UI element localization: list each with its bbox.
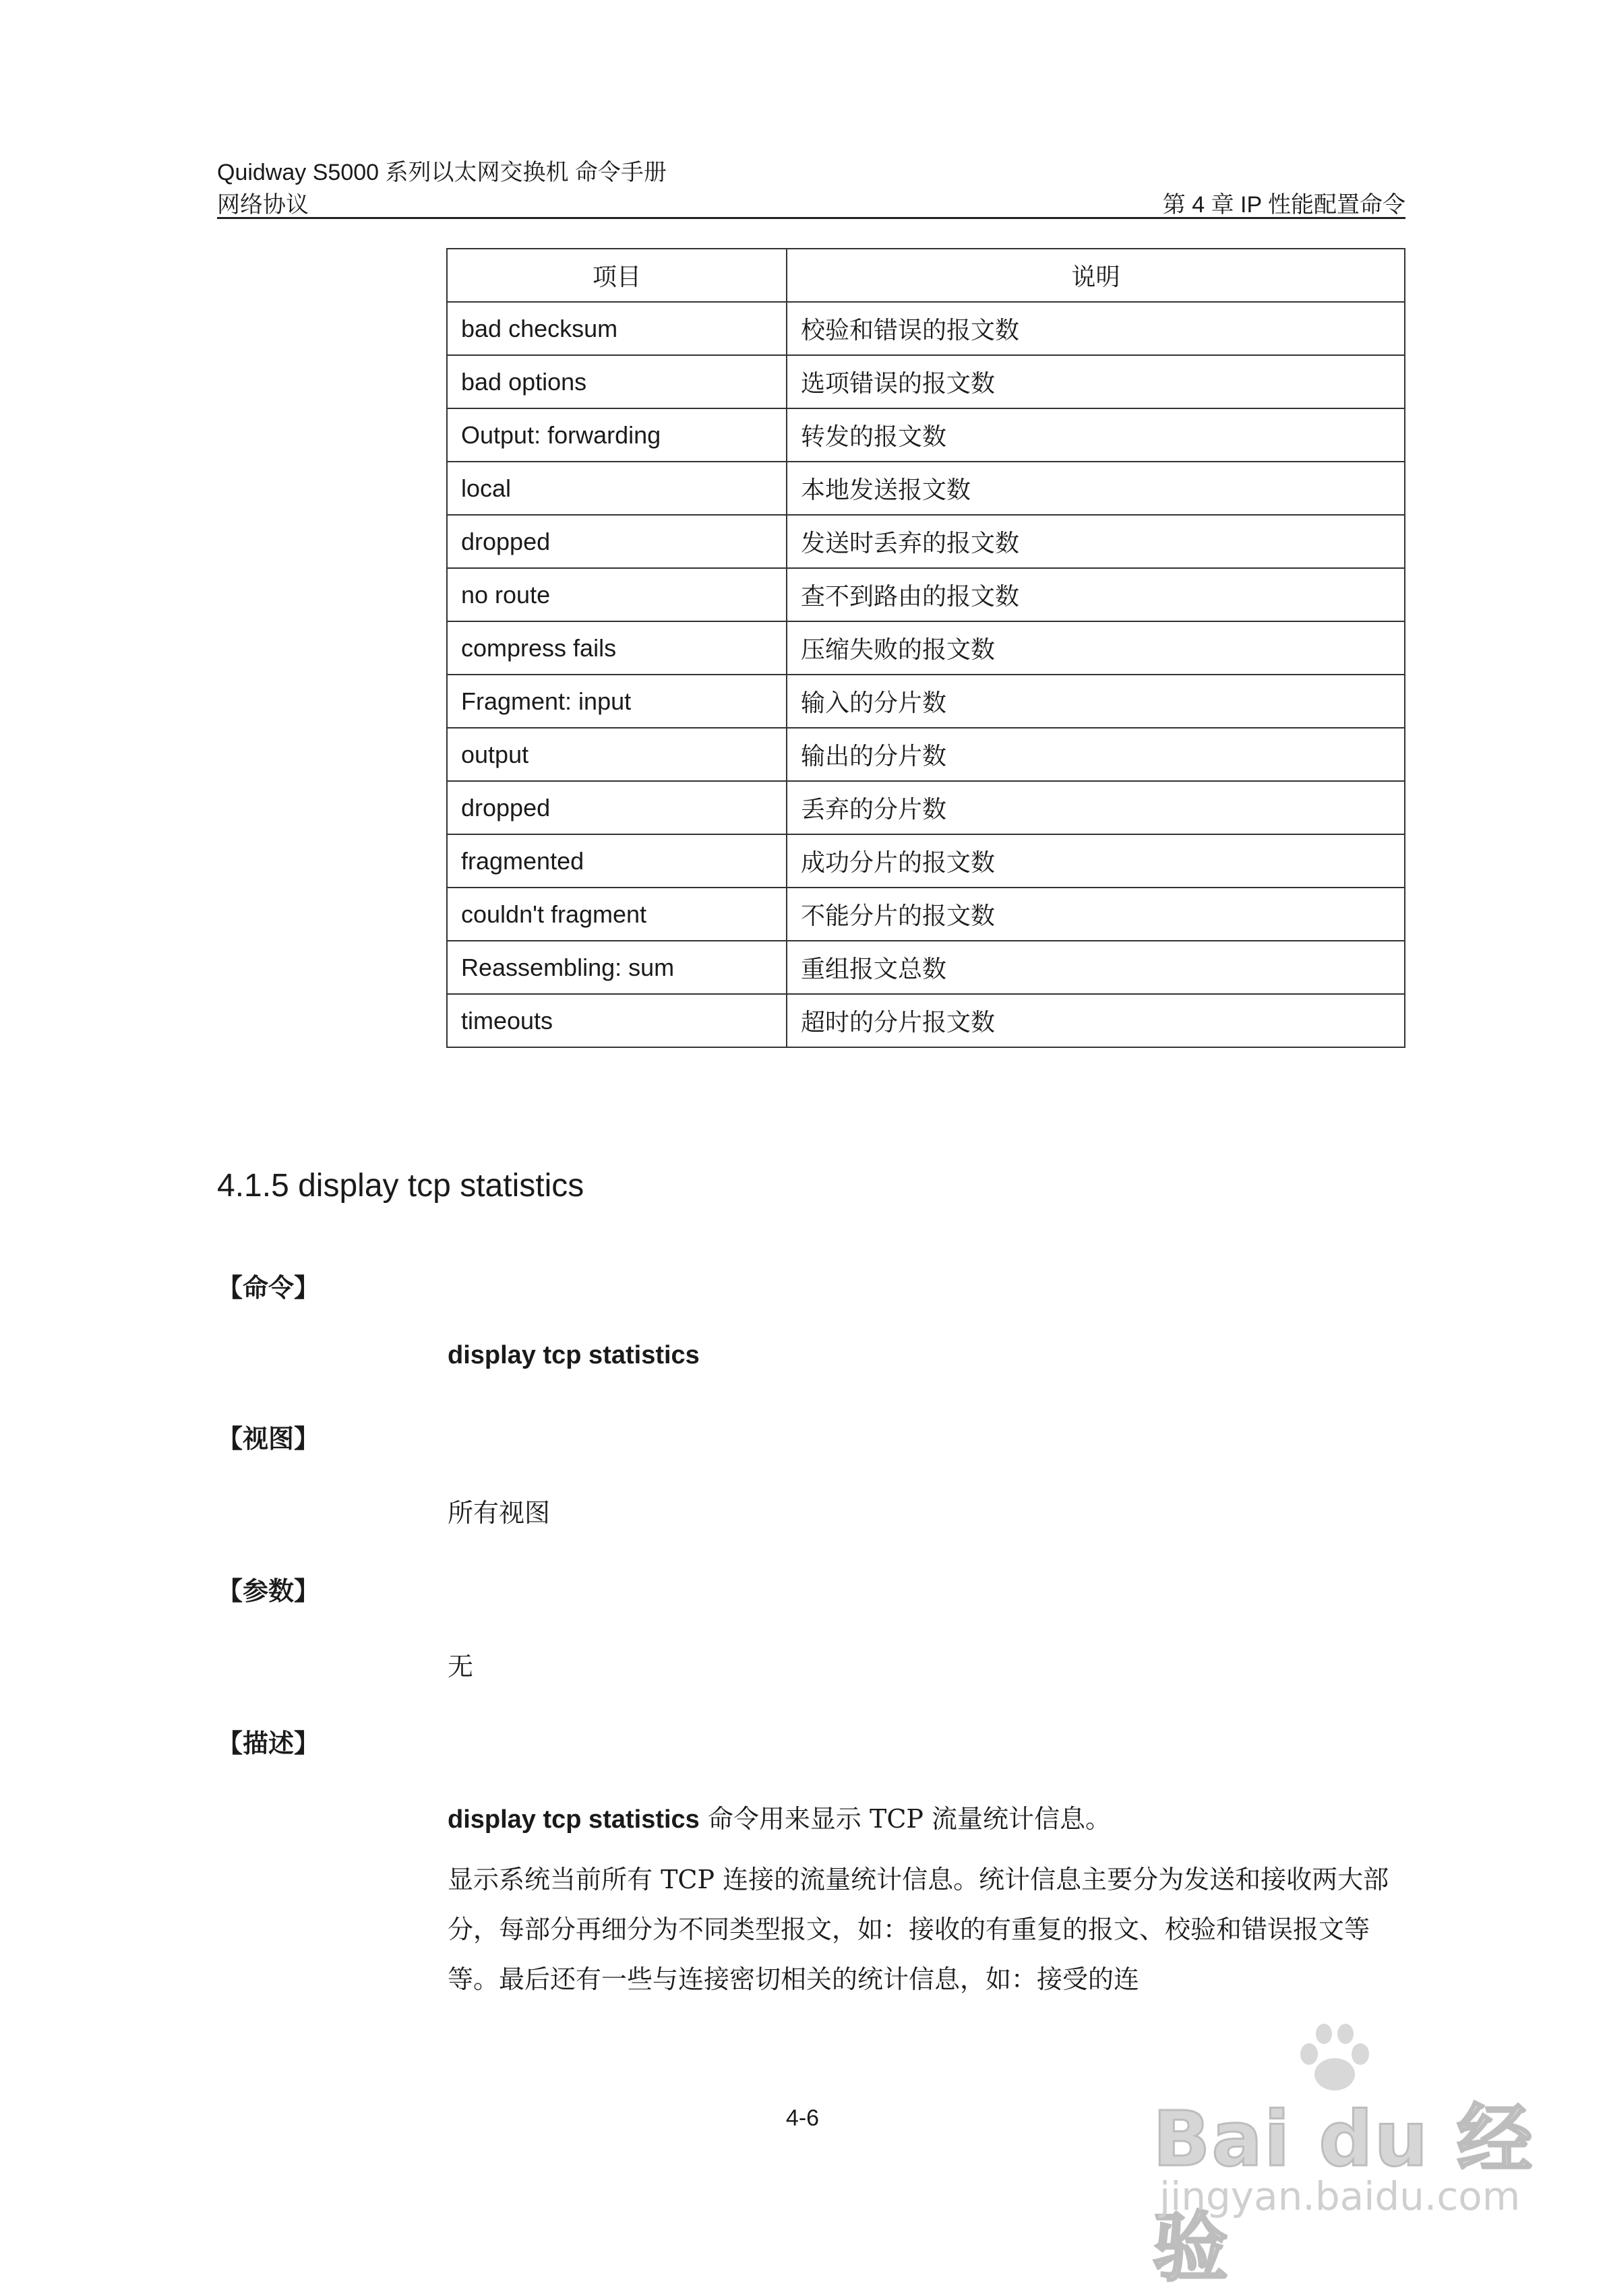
table-row [447,994,1405,1047]
table-cell-desc: 输入的分片数 [787,675,1405,728]
params-text: 无 [448,1652,474,1681]
table-cell-item: dropped [447,781,787,834]
view-text: 所有视图 [448,1498,551,1528]
table-cell-desc: 重组报文总数 [787,941,1405,994]
table-cell-desc: 查不到路由的报文数 [787,568,1405,621]
table-row [447,728,1405,781]
table-row [447,568,1405,621]
table-cell-desc: 发送时丢弃的报文数 [787,515,1405,568]
command-label: 【命令】 [217,1274,320,1303]
baidu-watermark [1132,2022,1537,2292]
table-cell-desc: 丢弃的分片数 [787,781,1405,834]
table-cell-item: output [447,728,787,781]
description-command: display tcp statistics [448,1805,700,1834]
description-line-text: 命令用来显示 TCP 流量统计信息。 [699,1804,1112,1834]
table-cell-desc: 转发的报文数 [787,408,1405,462]
statistics-table [446,248,1405,1048]
command-text: display tcp statistics [448,1341,700,1369]
doc-subtitle: 网络协议 [217,192,309,218]
table-cell-item: fragmented [447,834,787,888]
table-row [447,888,1405,941]
table-row [447,355,1405,408]
table-cell-item: Output: forwarding [447,408,787,462]
table-cell-desc: 压缩失败的报文数 [787,621,1405,675]
table-cell-desc: 校验和错误的报文数 [787,302,1405,355]
table-cell-item: couldn't fragment [447,888,787,941]
table-header-row [447,249,1405,302]
doc-title: Quidway S5000 系列以太网交换机 命令手册 [217,160,667,185]
chapter-title: 第 4 章 IP 性能配置命令 [1162,192,1405,218]
params-label: 【参数】 [217,1578,320,1606]
description-paragraph: 显示系统当前所有 TCP 连接的流量统计信息。统计信息主要分为发送和接收两大部分，每部分再细分为不同类型报文，如：接收的有重复的报文、校验和错误报文等等。最后还有一些与连接密切相关的统计信息，如：接受的连 [448,1865,1389,1994]
table-cell-item: no route [447,568,787,621]
table-header-item: 项目 [447,249,787,302]
watermark-url: jingyan.baidu.com [1159,2173,1521,2219]
view-label: 【视图】 [217,1425,320,1454]
table-row [447,621,1405,675]
section-heading: 4.1.5 display tcp statistics [217,1168,584,1204]
header-divider [217,217,1405,219]
table-cell-item: timeouts [447,994,787,1047]
table-row [447,675,1405,728]
table-cell-desc: 超时的分片报文数 [787,994,1405,1047]
table-cell-desc: 不能分片的报文数 [787,888,1405,941]
table-cell-desc: 本地发送报文数 [787,462,1405,515]
watermark-brand: Bai du 经验 [1153,2096,1534,2292]
table-cell-desc: 成功分片的报文数 [787,834,1405,888]
table-row [447,408,1405,462]
table-row [447,781,1405,834]
table-cell-desc: 选项错误的报文数 [787,355,1405,408]
table-cell-item: Fragment: input [447,675,787,728]
table-cell-item: local [447,462,787,515]
table-cell-item: dropped [447,515,787,568]
table-row [447,834,1405,888]
description-label: 【描述】 [217,1730,320,1758]
table-cell-item: compress fails [447,621,787,675]
table-row [447,302,1405,355]
table-row [447,515,1405,568]
page-number: 4-6 [785,2105,820,2131]
table-cell-item: Reassembling: sum [447,941,787,994]
table-row [447,941,1405,994]
table-header-desc: 说明 [787,249,1405,302]
table-cell-item: bad options [447,355,787,408]
table-cell-item: bad checksum [447,302,787,355]
table-cell-desc: 输出的分片数 [787,728,1405,781]
description-line [448,1798,1111,1835]
table-row [447,462,1405,515]
